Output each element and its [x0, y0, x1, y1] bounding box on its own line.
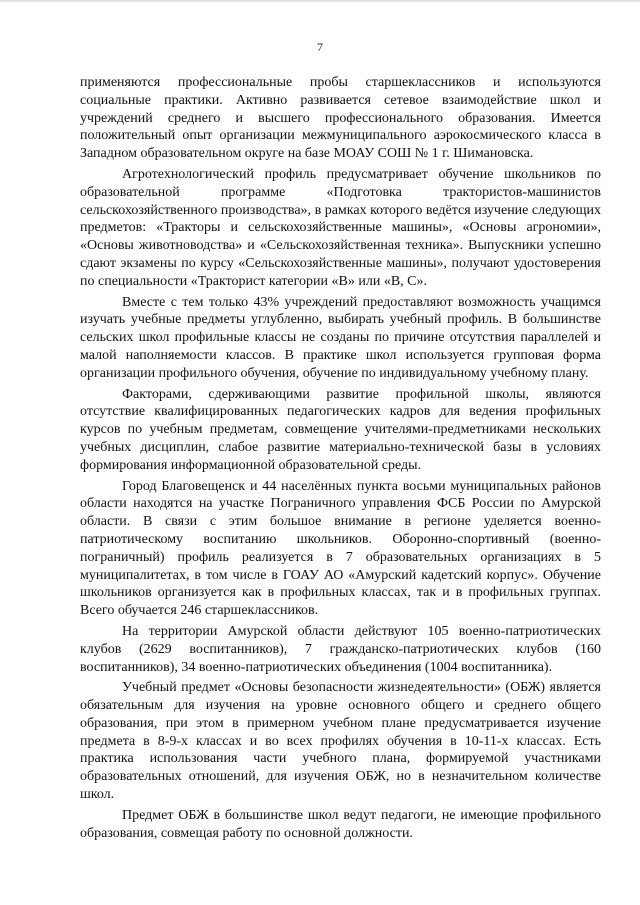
- document-body: [80, 74, 601, 842]
- paragraph-continuation: применяются профессиональные пробы старшеклассников и используются социальные практики. Активно развивается сетевое взаимодействие школ и учреждений среднего и высшего профессионального образования. Имеется положительный опыт организации межмуниципального аэрокосмического класса в Западном образовательном округе на базе МОАУ СОШ № 1 г. Шимановска.: [80, 75, 601, 162]
- paragraph-border-profile: Город Благовещенск и 44 населённых пункта восьми муниципальных районов области находятся на участке Пограничного управления ФСБ России по Амурской области. В связи с этим большое внимание в регионе уделяется военно-патриотическому воспитанию школьников. Оборонно-спортивный (военно-пограничный) профиль реализуется в 7 образовательных организациях в 5 муниципалитетах, в том числе в ГОАУ АО «Амурский кадетский корпус». Обучение школьников организуется как в профильных классах, так и в профильных группах. Всего обучается 246 старшеклассников.: [80, 478, 601, 619]
- paragraph-patriotic-clubs: На территории Амурской области действуют 105 военно-патриотических клубов (2629 воспитанников), 7 гражданско-патриотических клубов (160 воспитанников), 34 военно-патриотических объединения (1004 воспитанника).: [80, 623, 601, 675]
- paragraph-obzh-subject: Учебный предмет «Основы безопасности жизнедеятельности» (ОБЖ) является обязательным для изучения на уровне основного общего и среднего общего образования, при этом в примерном учебном плане предусматривается изучение предмета в 8-9-х классах и во всех профилях обучения в 10-11-х классах. Есть практика использования части учебного плана, формируемой участниками образовательных отношений, для изучения ОБЖ, но в незначительном количестве школ.: [80, 680, 601, 803]
- paragraph-agrotech-profile: Агротехнологический профиль предусматривает обучение школьников по образовательной программе «Подготовка трактористов-машинистов сельскохозяйственного производства», в рамках которого ведётся изучение следующих предметов: «Тракторы и сельскохозяйственные машины», «Основы агрономии», «Основы животноводства» и «Сельскохозяйственная техника». Выпускники успешно сдают экзамены по курсу «Сельскохозяйственные машины», получают удостоверения по специальности «Тракторист категории «В» или «В, С».: [80, 166, 601, 289]
- page-number: 7: [317, 40, 323, 54]
- paragraph-in-depth-study: Вместе с тем только 43% учреждений предоставляют возможность учащимся изучать учебные предметы углубленно, выбирать учебный профиль. В большинстве сельских школ профильные классы не созданы по причине отсутствия параллелей и малой наполняемости классов. В практике школ используется групповая форма организации профильного обучения, обучение по индивидуальному учебному плану.: [80, 294, 601, 381]
- paragraph-limiting-factors: Факторами, сдерживающими развитие профильной школы, являются отсутствие квалифицированных педагогических кадров для ведения профильных курсов по учебным предметам, совмещение учителями-предметниками нескольких учебных дисциплин, слабое развитие материально-технической базы в условиях формирования информационной образовательной среды.: [80, 386, 601, 473]
- paragraph-obzh-teachers: Предмет ОБЖ в большинстве школ ведут педагоги, не имеющие профильного образования, совмещая работу по основной должности.: [80, 807, 601, 841]
- scan-edge: [0, 0, 640, 3]
